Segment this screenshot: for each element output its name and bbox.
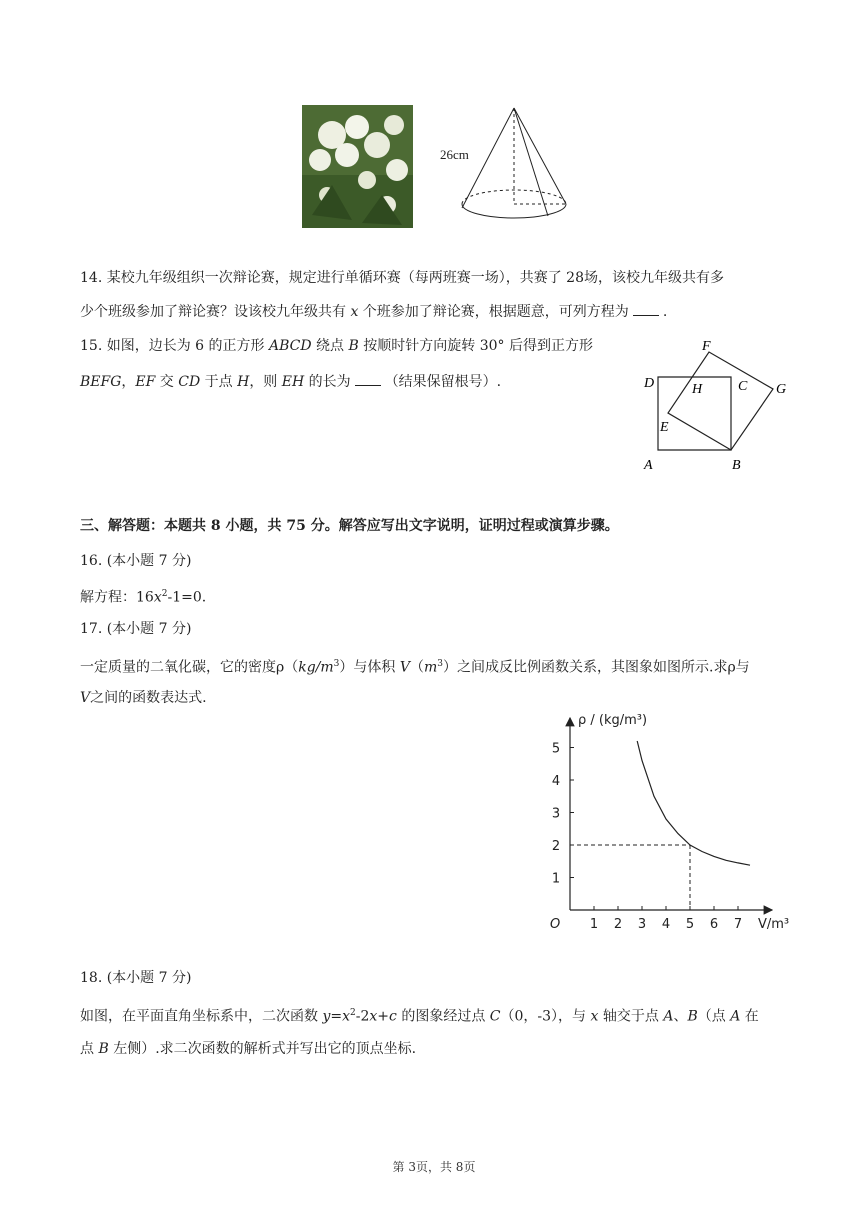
q17-line1 xyxy=(80,654,750,678)
y-tick-label: 1 xyxy=(551,871,561,887)
x-tick-label: 5 xyxy=(685,917,695,932)
q18-eq: = xyxy=(330,1008,343,1025)
q18-t7: 在 xyxy=(740,1008,759,1025)
q18-C: C xyxy=(489,1008,501,1025)
label-E: E xyxy=(660,420,669,435)
q18-t2: 的图象经过点 xyxy=(396,1008,490,1025)
label-A: A xyxy=(644,458,653,473)
q15-t6: 于点 xyxy=(200,374,238,390)
q15-t7: ，则 xyxy=(249,374,282,390)
q15-cd: CD xyxy=(178,374,201,390)
q17-t5: 之间的函数表达式. xyxy=(90,690,207,706)
q17-V: V xyxy=(399,659,410,676)
q18-t9: 左侧）.求二次函数的解析式并写出它的顶点坐标. xyxy=(108,1041,417,1057)
hydrangea-photo xyxy=(302,105,413,228)
q14-line1 xyxy=(80,268,724,288)
q17-head: 17. (本小题 7 分) xyxy=(80,621,192,637)
hydrangea-photo-image xyxy=(302,105,413,228)
section-heading: 三、解答题：本题共 8 小题，共 75 分。解答应写出文字说明，证明过程或演算步骤。 xyxy=(80,518,619,534)
q15-t8: 的长为 xyxy=(304,374,351,390)
q15-abcd: ABCD xyxy=(268,338,312,354)
density-curve xyxy=(637,741,750,865)
q18-plus: + xyxy=(377,1008,390,1025)
q17-V2: V xyxy=(80,690,91,706)
q14-text-b: 个班参加了辩论赛，根据题意，可列方程为 xyxy=(358,304,629,320)
q14-var: x xyxy=(350,304,359,320)
q18-B: B xyxy=(687,1008,698,1025)
cone-label: 26cm xyxy=(440,147,469,162)
y-axis-label: ρ / (kg/m³) xyxy=(578,713,648,728)
q18-t3: （0，-3），与 xyxy=(500,1008,591,1025)
q15-t4: ， xyxy=(121,374,136,390)
cone-figure xyxy=(430,100,580,230)
q16-x: x xyxy=(153,589,162,606)
q15-befg: BEFG xyxy=(80,374,122,390)
label-F: F xyxy=(702,339,711,354)
x-tick-label: 6 xyxy=(709,917,719,932)
q15-eh: EH xyxy=(281,374,305,390)
x-tick-label: 1 xyxy=(589,917,599,932)
x-tick-label: 2 xyxy=(613,917,623,932)
origin-label: O xyxy=(550,917,561,932)
q18-t1: 如图，在平面直角坐标系中，二次函数 xyxy=(80,1008,323,1025)
q15-t9: （结果保留根号）. xyxy=(384,374,502,390)
square-befg xyxy=(668,352,773,450)
label-D: D xyxy=(644,376,655,391)
page-footer: 第 3页，共 8页 xyxy=(392,1160,476,1174)
q18-rest: -2 xyxy=(355,1008,370,1025)
q16-t1: 解方程：16 xyxy=(80,589,154,606)
x-axis-label: V/m³ xyxy=(758,917,790,932)
chart-svg xyxy=(540,710,810,940)
q18-x: x xyxy=(342,1008,351,1025)
q14-answer-blank[interactable] xyxy=(633,303,659,316)
q16-body xyxy=(80,584,206,608)
q14-line1-text: 14. 某校九年级组织一次辩论赛，规定进行单循环赛（每两班赛一场），共赛了 28场，该校九年级共有多 xyxy=(80,270,724,286)
x-tick-label: 7 xyxy=(733,917,743,932)
q17-line2 xyxy=(80,688,207,708)
q15-t5: 交 xyxy=(155,374,179,390)
q16-head: 16. (本小题 7 分) xyxy=(80,553,192,569)
q16-t2: -1=0. xyxy=(167,589,207,606)
q15-h: H xyxy=(237,374,250,390)
label-B: B xyxy=(732,458,741,473)
rotated-squares-figure xyxy=(636,335,796,480)
q15-t3: 按顺时针方向旋转 30° 后得到正方形 xyxy=(358,338,593,354)
q18-B2: B xyxy=(98,1041,109,1057)
q14-text-a: 少个班级参加了辩论赛？设该校九年级共有 xyxy=(80,304,351,320)
label-H: H xyxy=(692,382,703,397)
q17-t2: ）与体积 xyxy=(339,659,400,676)
q15-line1 xyxy=(80,336,593,356)
q18-A: A xyxy=(663,1008,674,1025)
q18-x2: x xyxy=(369,1008,378,1025)
x-tick-label: 3 xyxy=(637,917,647,932)
y-tick-label: 4 xyxy=(551,774,561,789)
x-tick-label: 4 xyxy=(661,917,671,932)
q18-t6: （点 xyxy=(697,1008,731,1025)
q18-A2: A xyxy=(730,1008,741,1025)
cone-left-edge xyxy=(462,108,514,208)
q17-t1: 一定质量的二氧化碳，它的密度ρ（ xyxy=(80,659,299,676)
q18-sup: 2 xyxy=(350,1008,356,1018)
q18-line1 xyxy=(80,1003,759,1027)
q18-t8: 点 xyxy=(80,1041,99,1057)
q18-y: y xyxy=(322,1008,331,1025)
q15-ef: EF xyxy=(135,374,156,390)
y-tick-label: 2 xyxy=(551,839,561,854)
y-tick-label: 5 xyxy=(551,741,561,757)
q15-t1: 15. 如图，边长为 6 的正方形 xyxy=(80,338,269,354)
density-volume-chart xyxy=(540,710,810,940)
q17-m: m xyxy=(423,659,438,676)
q17-sup: 3 xyxy=(333,659,340,669)
q17-t3: （ xyxy=(409,659,424,676)
q18-c: c xyxy=(389,1008,397,1025)
q18-xaxis: x xyxy=(590,1008,599,1025)
q16-sup: 2 xyxy=(161,589,168,599)
q17-t4: ）之间成反比例函数关系，其图象如图所示.求ρ与 xyxy=(443,659,750,676)
q17-sup2: 3 xyxy=(437,659,443,669)
q15-t2: 绕点 xyxy=(311,338,349,354)
q18-t4: 轴交于点 xyxy=(598,1008,664,1025)
y-tick-label: 3 xyxy=(551,806,561,822)
q18-line2 xyxy=(80,1039,416,1059)
q17-unit: kg/m xyxy=(298,659,334,676)
cone-base-front xyxy=(462,204,566,218)
q15-B: B xyxy=(348,338,359,354)
q15-line2 xyxy=(80,372,501,392)
label-C: C xyxy=(738,379,748,394)
q18-t5: 、 xyxy=(673,1008,688,1025)
label-G: G xyxy=(776,382,787,397)
q14-line2 xyxy=(80,302,667,322)
q18-head: 18. (本小题 7 分) xyxy=(80,970,192,986)
q14-end: . xyxy=(662,304,668,320)
q15-answer-blank[interactable] xyxy=(355,373,381,386)
